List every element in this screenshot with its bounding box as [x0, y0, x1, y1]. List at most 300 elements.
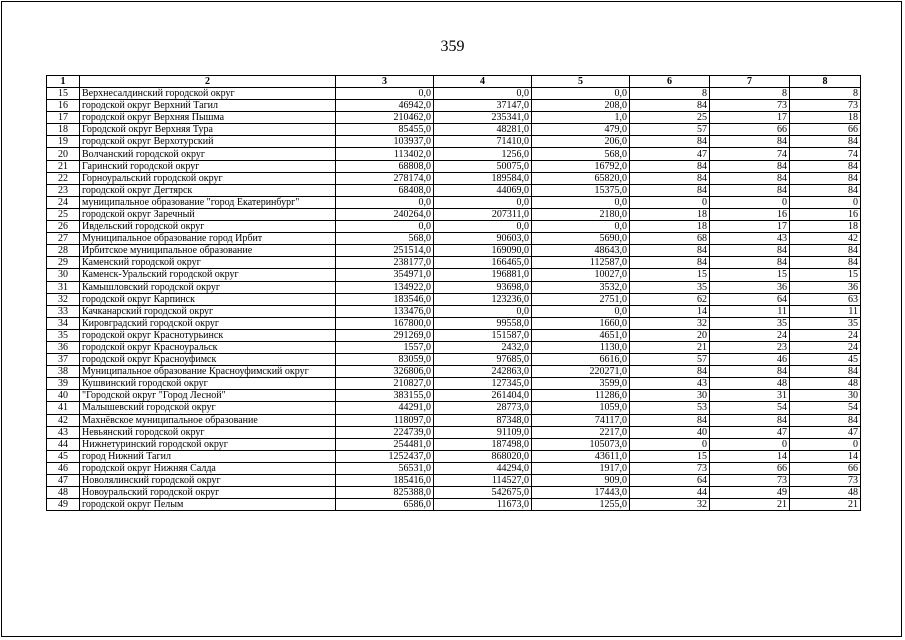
value-cell: 6586,0 [336, 499, 434, 511]
value-cell: 479,0 [532, 124, 630, 136]
table-row [47, 221, 861, 233]
value-cell: 68408,0 [336, 184, 434, 196]
value-cell: 36 [790, 281, 861, 293]
table-row [47, 414, 861, 426]
value-cell: 48643,0 [532, 245, 630, 257]
value-cell: 238177,0 [336, 257, 434, 269]
table-row [47, 257, 861, 269]
value-cell: 84 [710, 172, 790, 184]
value-cell: 16 [790, 208, 861, 220]
value-cell: 24 [790, 329, 861, 341]
municipality-name-cell: городской округ Красноуфимск [80, 354, 336, 366]
value-cell: 64 [630, 475, 710, 487]
value-cell: 133476,0 [336, 305, 434, 317]
value-cell: 15 [710, 269, 790, 281]
table-row [47, 426, 861, 438]
value-cell: 84 [790, 257, 861, 269]
value-cell: 48281,0 [434, 124, 532, 136]
table-row [47, 341, 861, 353]
value-cell: 66 [710, 124, 790, 136]
value-cell: 36 [710, 281, 790, 293]
municipality-name-cell: Кировградский городской округ [80, 317, 336, 329]
municipality-name-cell: Ирбитское муниципальное образование [80, 245, 336, 257]
value-cell: 5690,0 [532, 233, 630, 245]
value-cell: 99558,0 [434, 317, 532, 329]
value-cell: 68808,0 [336, 160, 434, 172]
municipality-name-cell: город Нижний Тагил [80, 450, 336, 462]
value-cell: 25 [630, 112, 710, 124]
value-cell: 16 [710, 208, 790, 220]
value-cell: 18 [630, 208, 710, 220]
value-cell: 1252437,0 [336, 450, 434, 462]
column-header: 2 [80, 76, 336, 88]
value-cell: 32 [630, 499, 710, 511]
table-row [47, 100, 861, 112]
value-cell: 15375,0 [532, 184, 630, 196]
value-cell: 0,0 [532, 305, 630, 317]
value-cell: 21 [790, 499, 861, 511]
value-cell: 91109,0 [434, 426, 532, 438]
value-cell: 0,0 [336, 88, 434, 100]
value-cell: 118097,0 [336, 414, 434, 426]
row-number-cell: 16 [47, 100, 80, 112]
value-cell: 24 [710, 329, 790, 341]
value-cell: 14 [630, 305, 710, 317]
value-cell: 84 [710, 245, 790, 257]
row-number-cell: 37 [47, 354, 80, 366]
municipality-name-cell: Муниципальное образование Красноуфимский округ [80, 366, 336, 378]
row-number-cell: 43 [47, 426, 80, 438]
municipality-name-cell: городской округ Заречный [80, 208, 336, 220]
page-number: 359 [440, 38, 465, 55]
value-cell: 44294,0 [434, 462, 532, 474]
row-number-cell: 29 [47, 257, 80, 269]
value-cell: 1660,0 [532, 317, 630, 329]
value-cell: 73 [790, 100, 861, 112]
table-row [47, 208, 861, 220]
value-cell: 208,0 [532, 100, 630, 112]
value-cell: 0 [630, 438, 710, 450]
value-cell: 10027,0 [532, 269, 630, 281]
value-cell: 220271,0 [532, 366, 630, 378]
value-cell: 44069,0 [434, 184, 532, 196]
value-cell: 169090,0 [434, 245, 532, 257]
value-cell: 35 [790, 317, 861, 329]
value-cell: 251514,0 [336, 245, 434, 257]
value-cell: 66 [790, 462, 861, 474]
value-cell: 48 [710, 378, 790, 390]
value-cell: 15 [790, 269, 861, 281]
table-row [47, 88, 861, 100]
municipality-name-cell: Каменск-Уральский городской округ [80, 269, 336, 281]
municipality-name-cell: городской округ Верхняя Пышма [80, 112, 336, 124]
table-row [47, 354, 861, 366]
value-cell: 84 [790, 160, 861, 172]
value-cell: 50075,0 [434, 160, 532, 172]
value-cell: 134922,0 [336, 281, 434, 293]
table-row [47, 438, 861, 450]
value-cell: 0,0 [532, 196, 630, 208]
value-cell: 105073,0 [532, 438, 630, 450]
value-cell: 6616,0 [532, 354, 630, 366]
value-cell: 84 [790, 414, 861, 426]
value-cell: 47 [710, 426, 790, 438]
table-header-row [47, 76, 861, 88]
value-cell: 21 [710, 499, 790, 511]
municipality-name-cell: городской округ Красноуральск [80, 341, 336, 353]
value-cell: 261404,0 [434, 390, 532, 402]
value-cell: 2217,0 [532, 426, 630, 438]
row-number-cell: 15 [47, 88, 80, 100]
value-cell: 0,0 [434, 221, 532, 233]
value-cell: 84 [630, 245, 710, 257]
value-cell: 0 [630, 196, 710, 208]
table-row [47, 487, 861, 499]
value-cell: 112587,0 [532, 257, 630, 269]
value-cell: 18 [790, 221, 861, 233]
value-cell: 84 [790, 366, 861, 378]
row-number-cell: 22 [47, 172, 80, 184]
municipality-name-cell: городской округ Краснотурьинск [80, 329, 336, 341]
value-cell: 46942,0 [336, 100, 434, 112]
table-row [47, 390, 861, 402]
value-cell: 56531,0 [336, 462, 434, 474]
table-row [47, 317, 861, 329]
value-cell: 187498,0 [434, 438, 532, 450]
row-number-cell: 36 [47, 341, 80, 353]
value-cell: 210827,0 [336, 378, 434, 390]
value-cell: 21 [630, 341, 710, 353]
value-cell: 44291,0 [336, 402, 434, 414]
value-cell: 73 [790, 475, 861, 487]
value-cell: 8 [710, 88, 790, 100]
row-number-cell: 20 [47, 148, 80, 160]
municipality-name-cell: Камышловский городской округ [80, 281, 336, 293]
value-cell: 47 [630, 148, 710, 160]
value-cell: 97685,0 [434, 354, 532, 366]
value-cell: 84 [710, 136, 790, 148]
value-cell: 18 [790, 112, 861, 124]
value-cell: 568,0 [336, 233, 434, 245]
value-cell: 326806,0 [336, 366, 434, 378]
municipality-name-cell: Ивдельский городской округ [80, 221, 336, 233]
value-cell: 71410,0 [434, 136, 532, 148]
value-cell: 14 [710, 450, 790, 462]
value-cell: 17 [710, 112, 790, 124]
row-number-cell: 28 [47, 245, 80, 257]
municipality-name-cell: Кушвинский городской округ [80, 378, 336, 390]
row-number-cell: 47 [47, 475, 80, 487]
value-cell: 825388,0 [336, 487, 434, 499]
value-cell: 167800,0 [336, 317, 434, 329]
value-cell: 43 [630, 378, 710, 390]
value-cell: 53 [630, 402, 710, 414]
municipality-name-cell: Махнёвское муниципальное образование [80, 414, 336, 426]
table-row [47, 112, 861, 124]
value-cell: 0,0 [532, 221, 630, 233]
value-cell: 189584,0 [434, 172, 532, 184]
value-cell: 66 [710, 462, 790, 474]
value-cell: 84 [630, 414, 710, 426]
value-cell: 2432,0 [434, 341, 532, 353]
row-number-cell: 39 [47, 378, 80, 390]
row-number-cell: 35 [47, 329, 80, 341]
value-cell: 1256,0 [434, 148, 532, 160]
value-cell: 224739,0 [336, 426, 434, 438]
row-number-cell: 23 [47, 184, 80, 196]
table-row [47, 245, 861, 257]
value-cell: 114527,0 [434, 475, 532, 487]
value-cell: 35 [710, 317, 790, 329]
value-cell: 909,0 [532, 475, 630, 487]
municipality-name-cell: Муниципальное образование город Ирбит [80, 233, 336, 245]
value-cell: 93698,0 [434, 281, 532, 293]
value-cell: 11 [790, 305, 861, 317]
value-cell: 240264,0 [336, 208, 434, 220]
row-number-cell: 44 [47, 438, 80, 450]
value-cell: 0,0 [336, 221, 434, 233]
value-cell: 37147,0 [434, 100, 532, 112]
value-cell: 32 [630, 317, 710, 329]
table-row [47, 136, 861, 148]
table-row [47, 196, 861, 208]
table-row [47, 293, 861, 305]
value-cell: 1059,0 [532, 402, 630, 414]
row-number-cell: 24 [47, 196, 80, 208]
value-cell: 0 [710, 438, 790, 450]
value-cell: 24 [790, 341, 861, 353]
value-cell: 15 [630, 269, 710, 281]
value-cell: 84 [630, 257, 710, 269]
value-cell: 73 [710, 100, 790, 112]
municipality-name-cell: Нижнетуринский городской округ [80, 438, 336, 450]
row-number-cell: 42 [47, 414, 80, 426]
column-header: 6 [630, 76, 710, 88]
value-cell: 151587,0 [434, 329, 532, 341]
table-body [47, 76, 861, 511]
value-cell: 65820,0 [532, 172, 630, 184]
table-row [47, 281, 861, 293]
value-cell: 28773,0 [434, 402, 532, 414]
value-cell: 103937,0 [336, 136, 434, 148]
value-cell: 54 [710, 402, 790, 414]
value-cell: 127345,0 [434, 378, 532, 390]
row-number-cell: 19 [47, 136, 80, 148]
value-cell: 166465,0 [434, 257, 532, 269]
value-cell: 868020,0 [434, 450, 532, 462]
value-cell: 278174,0 [336, 172, 434, 184]
value-cell: 84 [630, 100, 710, 112]
row-number-cell: 31 [47, 281, 80, 293]
value-cell: 45 [790, 354, 861, 366]
row-number-cell: 25 [47, 208, 80, 220]
column-header: 5 [532, 76, 630, 88]
value-cell: 43611,0 [532, 450, 630, 462]
municipality-name-cell: Новолялинский городской округ [80, 475, 336, 487]
row-number-cell: 33 [47, 305, 80, 317]
value-cell: 185416,0 [336, 475, 434, 487]
table-row [47, 475, 861, 487]
value-cell: 0,0 [532, 88, 630, 100]
value-cell: 68 [630, 233, 710, 245]
value-cell: 123236,0 [434, 293, 532, 305]
value-cell: 383155,0 [336, 390, 434, 402]
value-cell: 1,0 [532, 112, 630, 124]
value-cell: 85455,0 [336, 124, 434, 136]
value-cell: 30 [790, 390, 861, 402]
value-cell: 0,0 [434, 305, 532, 317]
table-row [47, 450, 861, 462]
value-cell: 183546,0 [336, 293, 434, 305]
value-cell: 66 [790, 124, 861, 136]
row-number-cell: 48 [47, 487, 80, 499]
value-cell: 0 [710, 196, 790, 208]
row-number-cell: 17 [47, 112, 80, 124]
value-cell: 8 [630, 88, 710, 100]
table-row [47, 402, 861, 414]
value-cell: 113402,0 [336, 148, 434, 160]
municipality-name-cell: Горноуральский городской округ [80, 172, 336, 184]
value-cell: 8 [790, 88, 861, 100]
municipality-name-cell: Гаринский городской округ [80, 160, 336, 172]
value-cell: 207311,0 [434, 208, 532, 220]
row-number-cell: 46 [47, 462, 80, 474]
table-row [47, 148, 861, 160]
value-cell: 15 [630, 450, 710, 462]
row-number-cell: 30 [47, 269, 80, 281]
value-cell: 11286,0 [532, 390, 630, 402]
value-cell: 49 [710, 487, 790, 499]
value-cell: 1557,0 [336, 341, 434, 353]
table-row [47, 233, 861, 245]
municipality-name-cell: городской округ Верхний Тагил [80, 100, 336, 112]
value-cell: 40 [630, 426, 710, 438]
table-row [47, 269, 861, 281]
value-cell: 3532,0 [532, 281, 630, 293]
value-cell: 542675,0 [434, 487, 532, 499]
value-cell: 84 [710, 160, 790, 172]
municipality-name-cell: городской округ Пелым [80, 499, 336, 511]
table-row [47, 172, 861, 184]
table-row [47, 124, 861, 136]
value-cell: 84 [630, 160, 710, 172]
row-number-cell: 18 [47, 124, 80, 136]
row-number-cell: 27 [47, 233, 80, 245]
municipality-name-cell: Новоуральский городской округ [80, 487, 336, 499]
value-cell: 63 [790, 293, 861, 305]
value-cell: 84 [790, 245, 861, 257]
table-row [47, 378, 861, 390]
row-number-cell: 26 [47, 221, 80, 233]
row-number-cell: 41 [47, 402, 80, 414]
value-cell: 11 [710, 305, 790, 317]
municipality-name-cell: Волчанский городской округ [80, 148, 336, 160]
table-row [47, 329, 861, 341]
row-number-cell: 45 [47, 450, 80, 462]
value-cell: 2180,0 [532, 208, 630, 220]
row-number-cell: 40 [47, 390, 80, 402]
value-cell: 30 [630, 390, 710, 402]
municipality-name-cell: Городской округ Верхняя Тура [80, 124, 336, 136]
value-cell: 206,0 [532, 136, 630, 148]
value-cell: 84 [710, 257, 790, 269]
column-header: 3 [336, 76, 434, 88]
municipality-name-cell: "Городской округ "Город Лесной" [80, 390, 336, 402]
value-cell: 1130,0 [532, 341, 630, 353]
value-cell: 4651,0 [532, 329, 630, 341]
value-cell: 87348,0 [434, 414, 532, 426]
value-cell: 354971,0 [336, 269, 434, 281]
value-cell: 235341,0 [434, 112, 532, 124]
value-cell: 73 [630, 462, 710, 474]
row-number-cell: 49 [47, 499, 80, 511]
value-cell: 568,0 [532, 148, 630, 160]
row-number-cell: 38 [47, 366, 80, 378]
value-cell: 84 [710, 366, 790, 378]
value-cell: 20 [630, 329, 710, 341]
value-cell: 0,0 [336, 196, 434, 208]
value-cell: 57 [630, 124, 710, 136]
value-cell: 17443,0 [532, 487, 630, 499]
value-cell: 74117,0 [532, 414, 630, 426]
row-number-cell: 32 [47, 293, 80, 305]
value-cell: 17 [710, 221, 790, 233]
municipality-name-cell: городской округ Карпинск [80, 293, 336, 305]
value-cell: 11673,0 [434, 499, 532, 511]
value-cell: 3599,0 [532, 378, 630, 390]
value-cell: 1917,0 [532, 462, 630, 474]
data-table [46, 75, 861, 511]
value-cell: 18 [630, 221, 710, 233]
column-header: 4 [434, 76, 532, 88]
value-cell: 73 [710, 475, 790, 487]
table-row [47, 462, 861, 474]
value-cell: 0,0 [434, 196, 532, 208]
municipality-name-cell: Малышевский городской округ [80, 402, 336, 414]
value-cell: 43 [710, 233, 790, 245]
value-cell: 16792,0 [532, 160, 630, 172]
row-number-cell: 34 [47, 317, 80, 329]
value-cell: 84 [790, 136, 861, 148]
value-cell: 83059,0 [336, 354, 434, 366]
value-cell: 84 [630, 366, 710, 378]
value-cell: 196881,0 [434, 269, 532, 281]
value-cell: 62 [630, 293, 710, 305]
value-cell: 23 [710, 341, 790, 353]
value-cell: 242863,0 [434, 366, 532, 378]
column-header: 8 [790, 76, 861, 88]
table-row [47, 305, 861, 317]
municipality-name-cell: городской округ Нижняя Салда [80, 462, 336, 474]
column-header: 1 [47, 76, 80, 88]
value-cell: 47 [790, 426, 861, 438]
municipality-name-cell: Верхнесалдинский городской округ [80, 88, 336, 100]
municipality-name-cell: городской округ Дегтярск [80, 184, 336, 196]
municipality-name-cell: городской округ Верхотурский [80, 136, 336, 148]
value-cell: 48 [790, 378, 861, 390]
value-cell: 31 [710, 390, 790, 402]
value-cell: 84 [790, 184, 861, 196]
value-cell: 1255,0 [532, 499, 630, 511]
table-row [47, 160, 861, 172]
table-row [47, 499, 861, 511]
column-header: 7 [710, 76, 790, 88]
value-cell: 84 [630, 136, 710, 148]
row-number-cell: 21 [47, 160, 80, 172]
municipality-name-cell: Невьянский городской округ [80, 426, 336, 438]
value-cell: 57 [630, 354, 710, 366]
value-cell: 74 [710, 148, 790, 160]
